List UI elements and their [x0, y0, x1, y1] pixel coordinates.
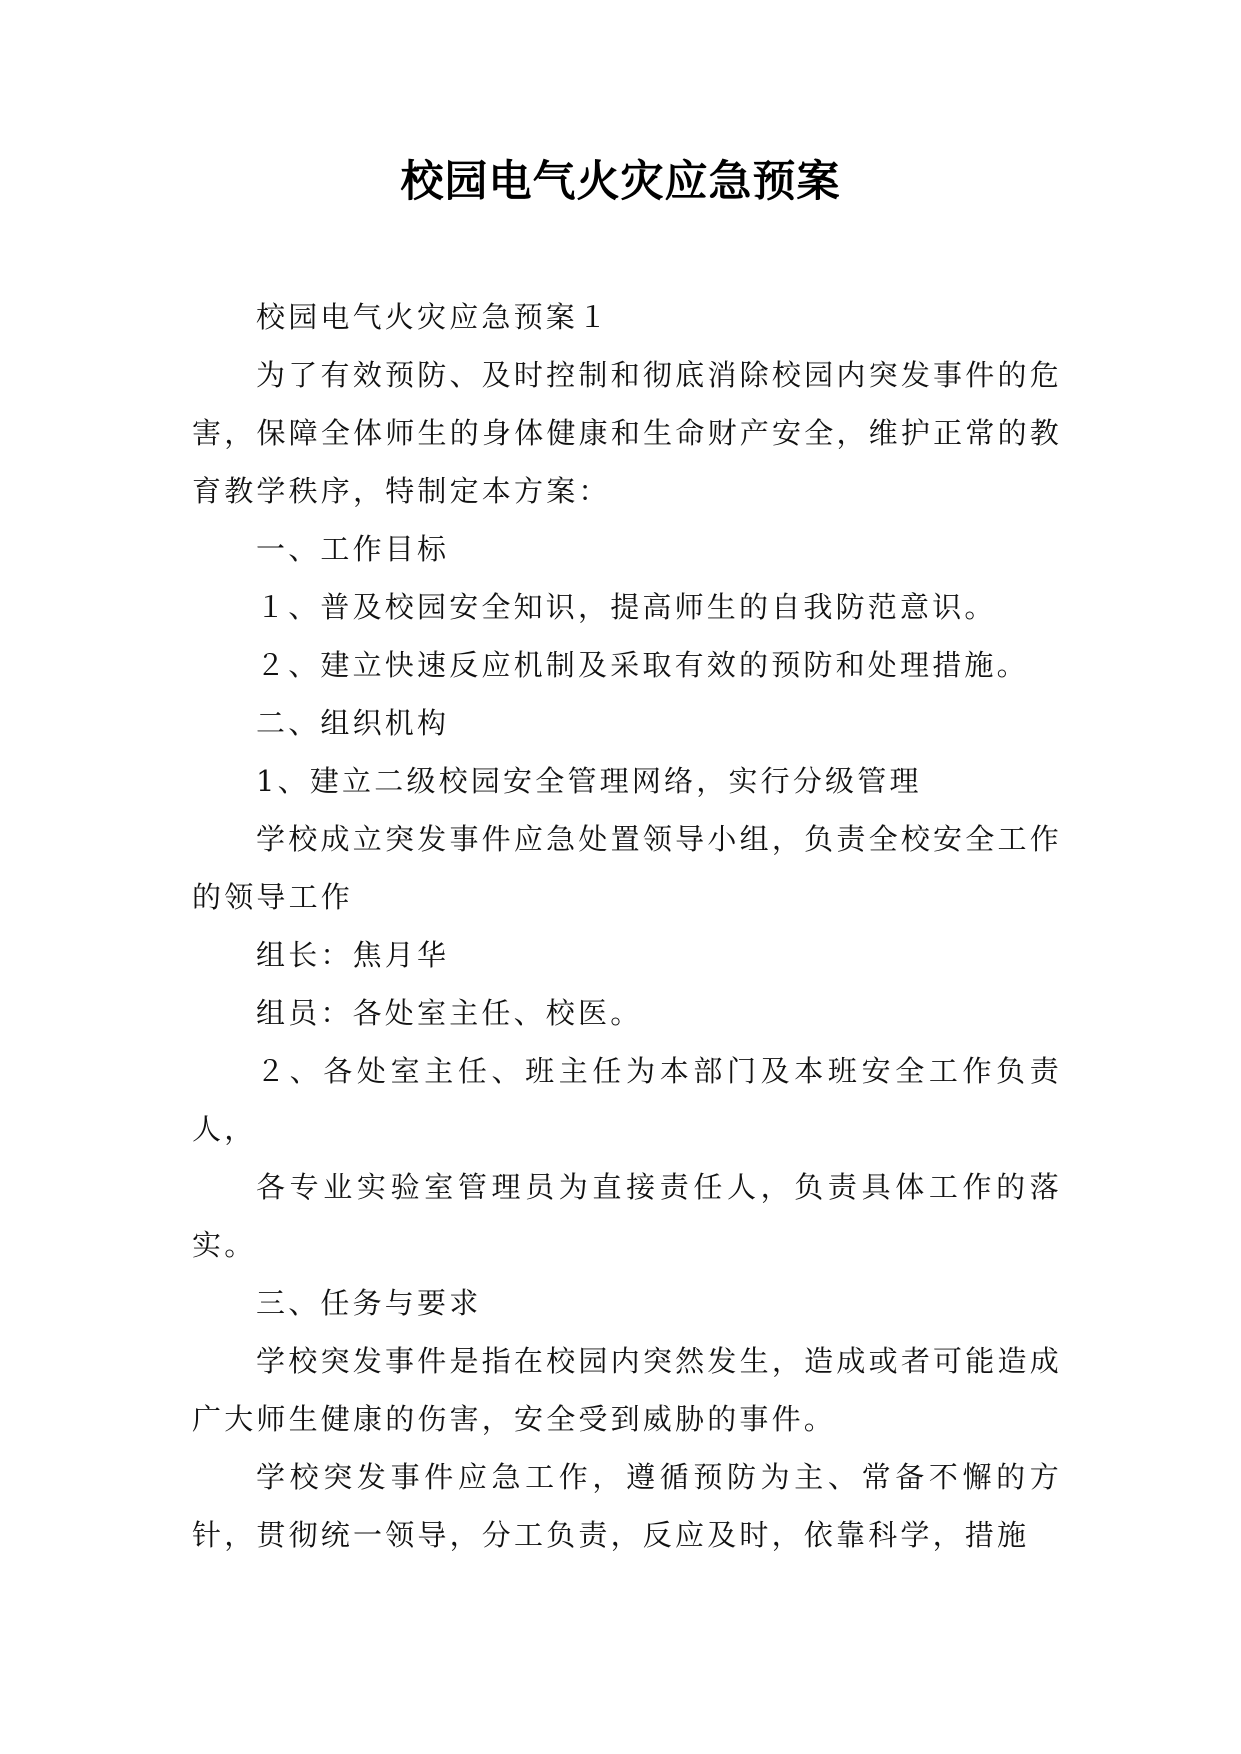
paragraph-emergency-definition: 学校突发事件是指在校园内突然发生，造成或者可能造成广大师生健康的伤害，安全受到威胁的事件。: [192, 1344, 1062, 1436]
document-body: [192, 288, 1062, 1564]
document-title: 校园电气火灾应急预案: [400, 157, 841, 207]
goal-item-1: １、普及校园安全知识，提高师生的自我防范意识。: [256, 590, 997, 624]
paragraph-heading-1: 校园电气火灾应急预案１: [256, 300, 611, 334]
paragraph-intro: 为了有效预防、及时控制和彻底消除校园内突发事件的危害，保障全体师生的身体健康和生命财产安全，维护正常的教育教学秩序，特制定本方案：: [192, 358, 1062, 508]
goal-item-2: ２、建立快速反应机制及采取有效的预防和处理措施。: [256, 648, 1029, 682]
paragraph-group-members: 组员：各处室主任、校医。: [256, 996, 643, 1030]
organization-item-1: 1、建立二级校园安全管理网络，实行分级管理: [256, 764, 922, 798]
paragraph-group-leader: 组长：焦月华: [256, 938, 450, 972]
section-heading-tasks: 三、任务与要求: [256, 1286, 482, 1320]
paragraph-leadership-group: 学校成立突发事件应急处置领导小组，负责全校安全工作的领导工作: [192, 822, 1062, 914]
section-heading-goals: 一、工作目标: [256, 532, 450, 566]
organization-item-2: ２、各处室主任、班主任为本部门及本班安全工作负责人，: [192, 1054, 1062, 1146]
paragraph-emergency-principles: 学校突发事件应急工作，遵循预防为主、常备不懈的方针，贯彻统一领导，分工负责，反应及时，依靠科学，措施: [192, 1460, 1062, 1552]
section-heading-organization: 二、组织机构: [256, 706, 450, 740]
paragraph-lab-managers: 各专业实验室管理员为直接责任人，负责具体工作的落实。: [192, 1170, 1062, 1262]
